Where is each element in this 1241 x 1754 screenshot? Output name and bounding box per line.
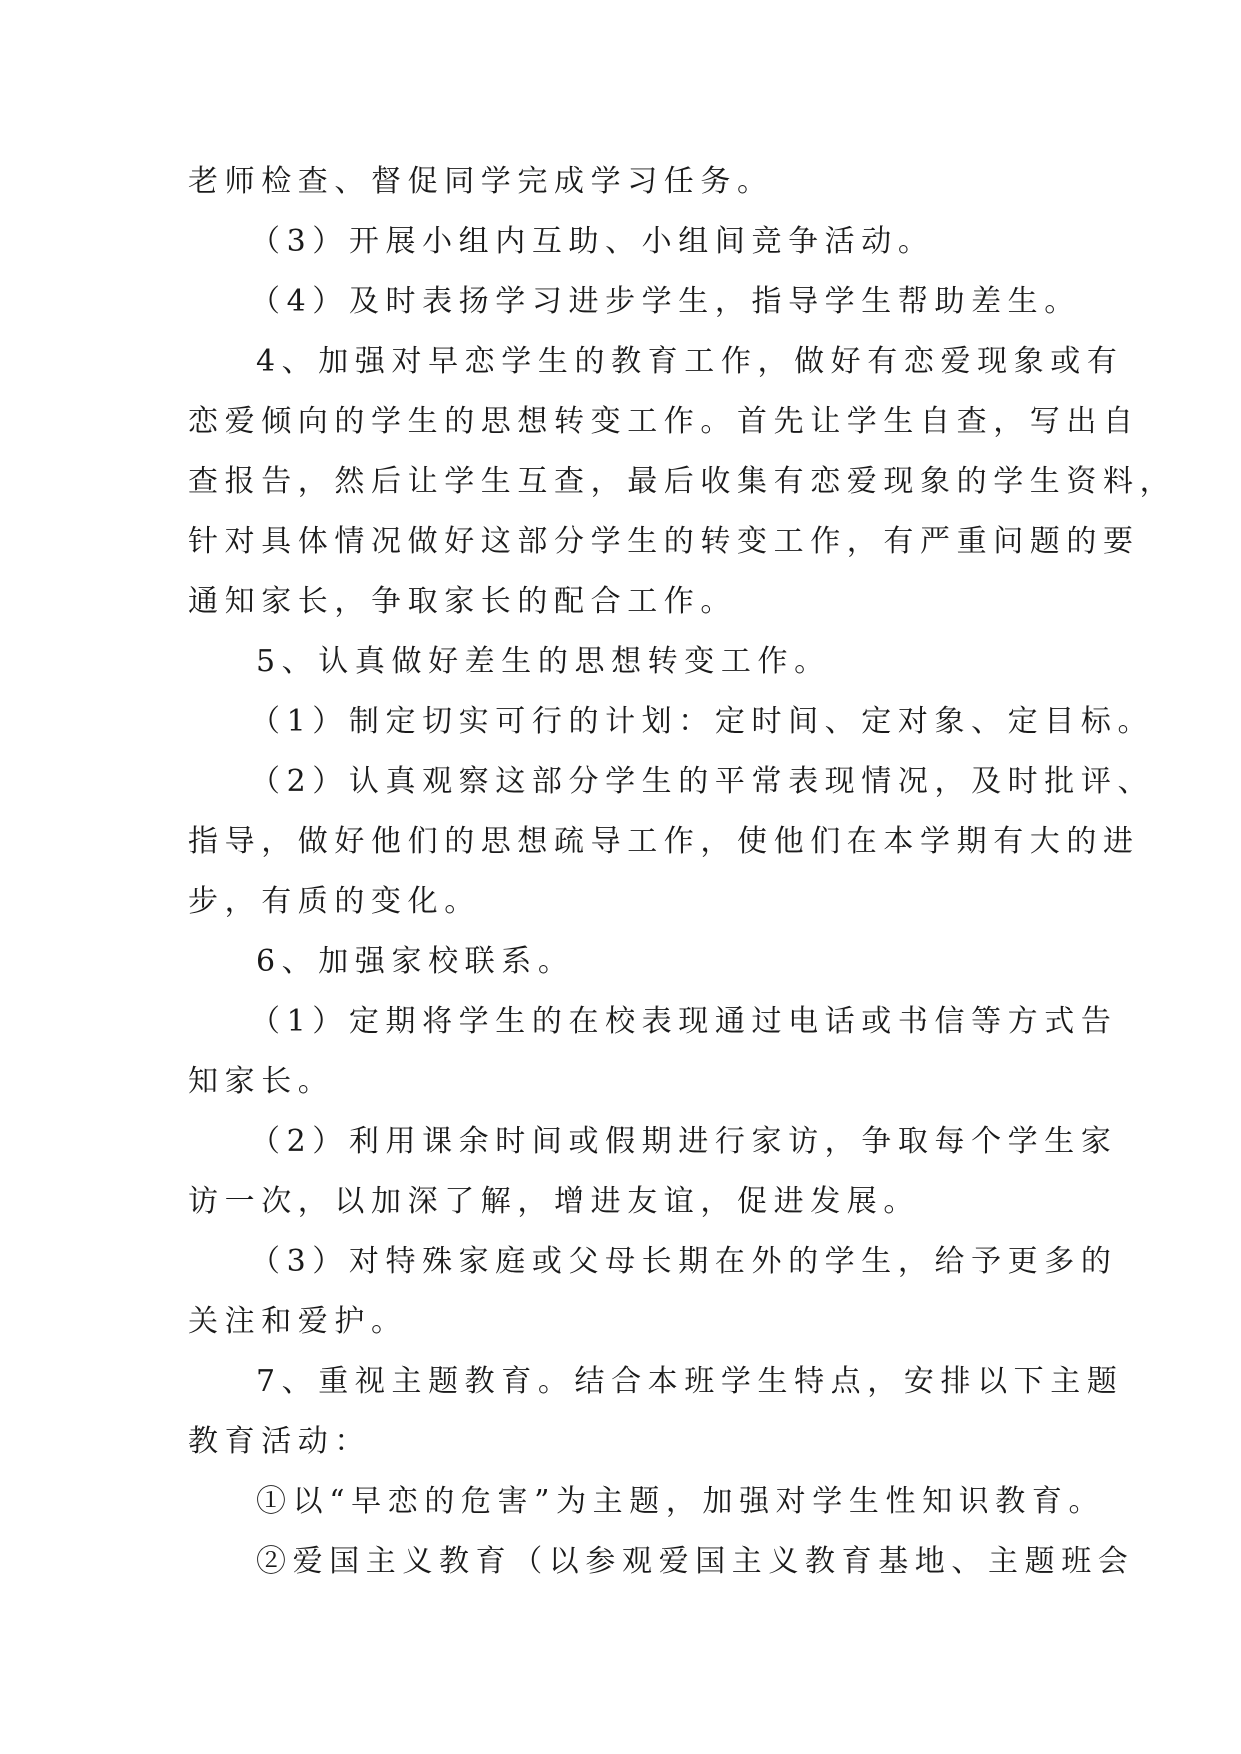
text-line: 教育活动： (188, 1424, 371, 1459)
text-line: 指导，做好他们的思想疏导工作，使他们在本学期有大的进 (188, 824, 1140, 859)
text-line: （3）开展小组内互助、小组间竞争活动。 (250, 224, 935, 259)
text-line: 4、加强对早恋学生的教育工作，做好有恋爱现象或有 (256, 344, 1124, 379)
text-line: （2）认真观察这部分学生的平常表现情况，及时批评、 (250, 764, 1155, 799)
text-line: 恋爱倾向的学生的思想转变工作。首先让学生自查，写出自 (188, 404, 1140, 439)
text-line: ①以“早恋的危害”为主题，加强对学生性知识教育。 (256, 1484, 1106, 1519)
text-line: （2）利用课余时间或假期进行家访，争取每个学生家 (250, 1124, 1118, 1159)
text-line: （1）定期将学生的在校表现通过电话或书信等方式告 (250, 1004, 1118, 1039)
text-line: 通知家长，争取家长的配合工作。 (188, 584, 737, 619)
text-line: 步，有质的变化。 (188, 884, 481, 919)
text-line: 知家长。 (188, 1064, 335, 1099)
text-line: （1）制定切实可行的计划：定时间、定对象、定目标。 (250, 704, 1155, 739)
text-line: 访一次，以加深了解，增进友谊，促进发展。 (188, 1184, 920, 1219)
text-line: （4）及时表扬学习进步学生，指导学生帮助差生。 (250, 284, 1081, 319)
text-line: 5、认真做好差生的思想转变工作。 (256, 644, 831, 679)
text-line: 6、加强家校联系。 (256, 944, 575, 979)
text-line: 7、重视主题教育。结合本班学生特点，安排以下主题 (256, 1364, 1124, 1399)
text-line: 针对具体情况做好这部分学生的转变工作，有严重问题的要 (188, 524, 1140, 559)
text-line: ②爱国主义教育（以参观爱国主义教育基地、主题班会 (256, 1544, 1135, 1579)
text-line: （3）对特殊家庭或父母长期在外的学生，给予更多的 (250, 1244, 1118, 1279)
text-line: 关注和爱护。 (188, 1304, 408, 1339)
text-line: 老师检查、督促同学完成学习任务。 (188, 164, 774, 199)
text-line: 查报告，然后让学生互查，最后收集有恋爱现象的学生资料， (188, 464, 1177, 499)
